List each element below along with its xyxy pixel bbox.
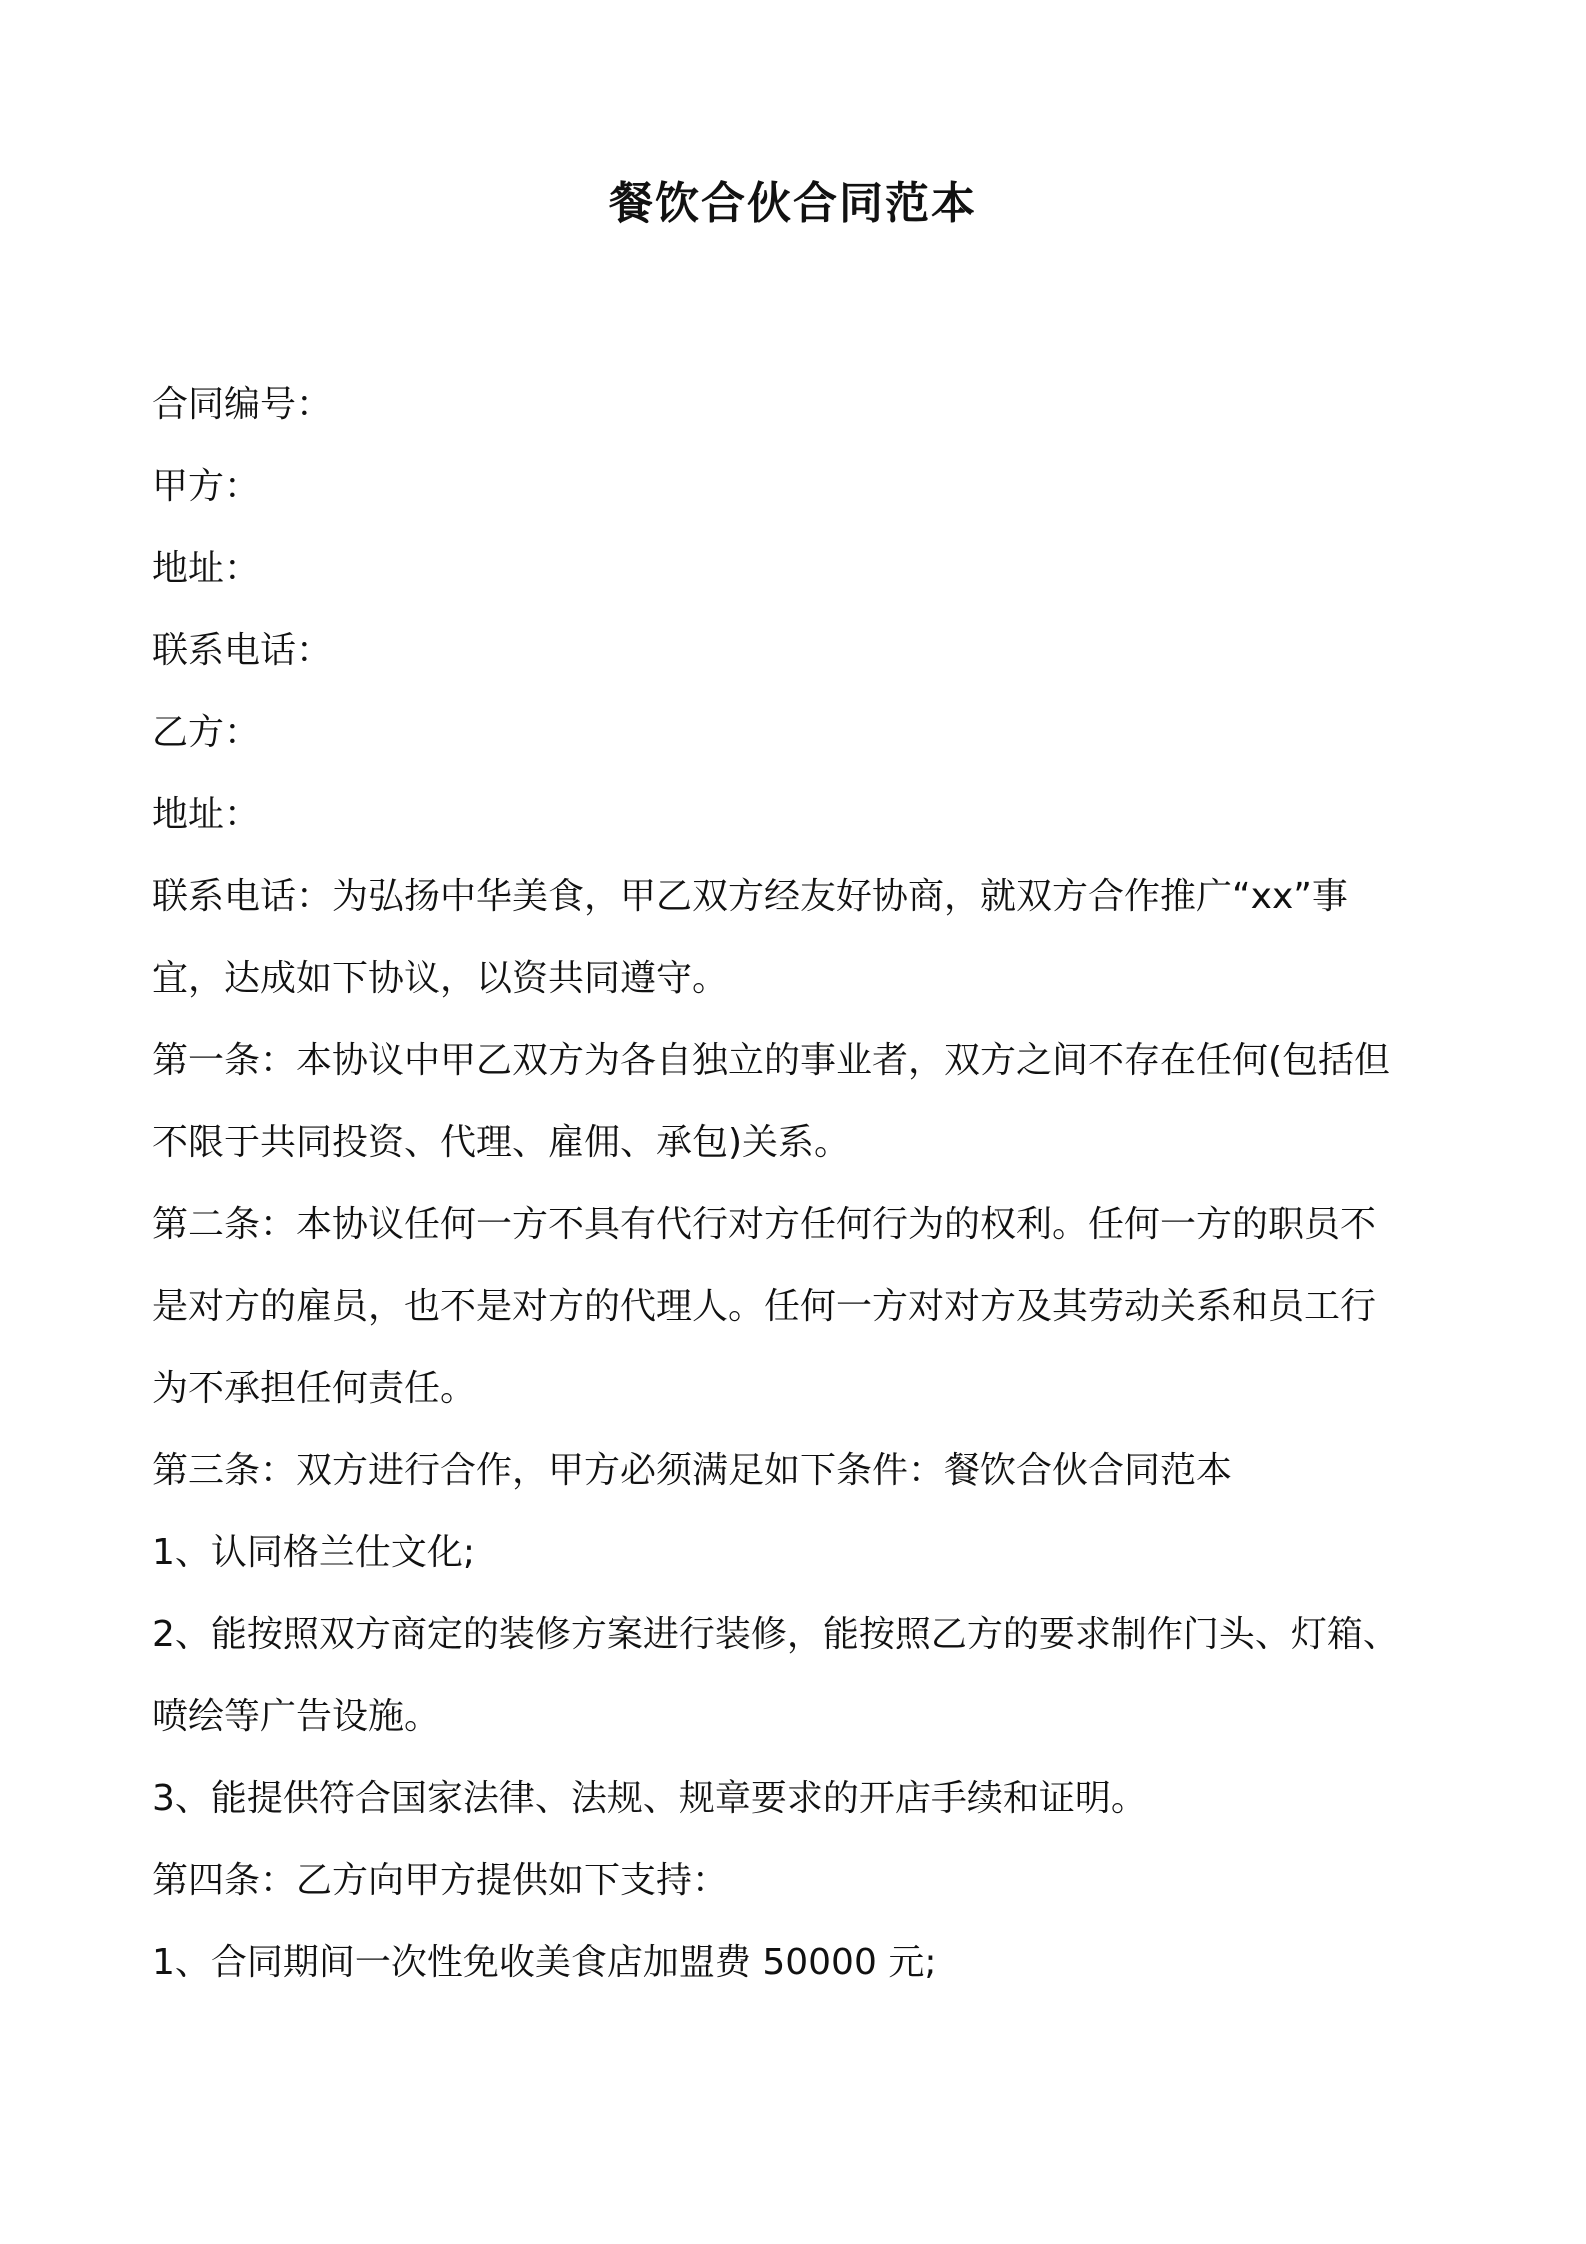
- contract-number-line: 合同编号：: [152, 384, 333, 425]
- article-3-item-2-line-2: 喷绘等广告设施。: [152, 1696, 441, 1737]
- party-a-line: 甲方：: [152, 466, 261, 507]
- document-body: [152, 364, 1452, 2004]
- party-a-phone-line: 联系电话：: [152, 630, 333, 671]
- article-3-item-1: 1、认同格兰仕文化;: [152, 1532, 476, 1573]
- article-2-line-2: 是对方的雇员，也不是对方的代理人。任何一方对对方及其劳动关系和员工行: [152, 1286, 1377, 1327]
- article-2-line-1: 第二条：本协议任何一方不具有代行对方任何行为的权利。任何一方的职员不: [152, 1204, 1377, 1245]
- article-1-line-1: 第一条：本协议中甲乙双方为各自独立的事业者，双方之间不存在任何(包括但: [152, 1040, 1391, 1081]
- document-title: 餐饮合伙合同范本: [609, 178, 977, 229]
- article-4-item-1: 1、合同期间一次性免收美食店加盟费 50000 元;: [152, 1942, 937, 1983]
- party-b-line: 乙方：: [152, 712, 261, 753]
- article-3-item-3: 3、能提供符合国家法律、法规、规章要求的开店手续和证明。: [152, 1778, 1147, 1819]
- article-2-line-3: 为不承担任何责任。: [152, 1368, 477, 1409]
- article-4-line: 第四条：乙方向甲方提供如下支持：: [152, 1860, 729, 1901]
- party-a-address-line: 地址：: [152, 548, 261, 589]
- party-b-address-line: 地址：: [152, 794, 261, 835]
- article-1-line-2: 不限于共同投资、代理、雇佣、承包)关系。: [152, 1122, 851, 1163]
- article-3-line: 第三条：双方进行合作，甲方必须满足如下条件：餐饮合伙合同范本: [152, 1450, 1233, 1491]
- preamble-line-continued: 宜，达成如下协议，以资共同遵守。: [152, 958, 729, 999]
- party-b-phone-and-preamble-line: 联系电话：为弘扬中华美食，甲乙双方经友好协商，就双方合作推广“xx”事: [152, 876, 1348, 917]
- article-3-item-2-line-1: 2、能按照双方商定的装修方案进行装修，能按照乙方的要求制作门头、灯箱、: [152, 1614, 1399, 1655]
